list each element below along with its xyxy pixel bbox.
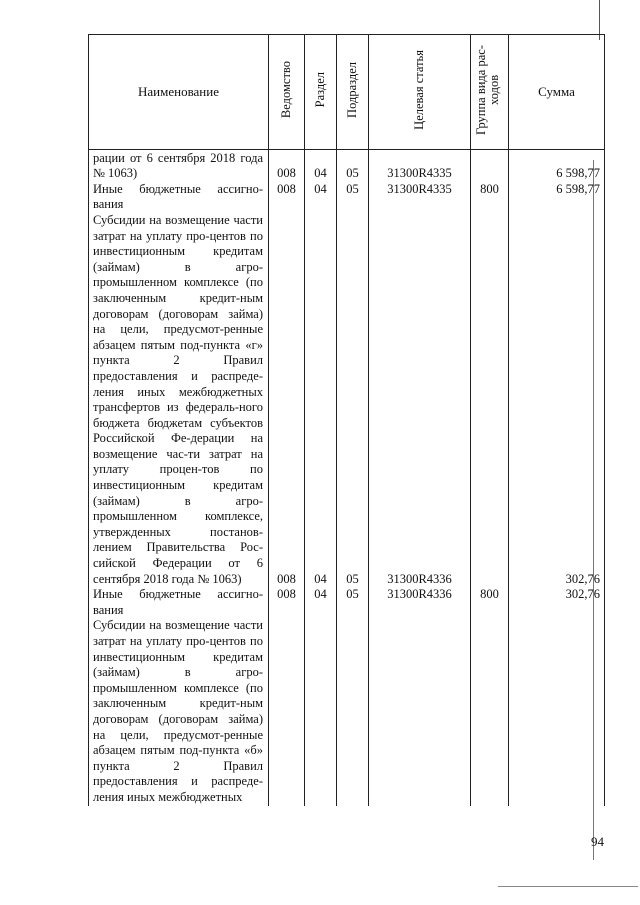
row-sum: 302,76 bbox=[509, 213, 605, 587]
row-dept bbox=[269, 618, 305, 805]
row-sum bbox=[509, 618, 605, 805]
row-article: 31300R4336 bbox=[369, 587, 471, 618]
header-section: Раздел bbox=[305, 35, 337, 150]
row-sum: 6 598,77 bbox=[509, 182, 605, 213]
row-subsection: 05 bbox=[337, 587, 369, 618]
table-row bbox=[89, 149, 605, 182]
header-dept: Ведомство bbox=[269, 35, 305, 150]
row-section: 04 bbox=[305, 182, 337, 213]
row-name: Иные бюджетные ассигно-вания bbox=[89, 587, 269, 618]
header-subsection: Подраздел bbox=[337, 35, 369, 150]
row-section: 04 bbox=[305, 149, 337, 182]
header-group: Группа вида рас-ходов bbox=[471, 35, 509, 150]
table-row bbox=[89, 213, 605, 587]
row-group bbox=[471, 618, 509, 805]
row-article: 31300R4335 bbox=[369, 182, 471, 213]
row-dept: 008 bbox=[269, 149, 305, 182]
table-row bbox=[89, 618, 605, 805]
row-section bbox=[305, 618, 337, 805]
row-name: Иные бюджетные ассигно-вания bbox=[89, 182, 269, 213]
header-article: Целевая статья bbox=[369, 35, 471, 150]
budget-table bbox=[88, 34, 605, 806]
page-number: 94 bbox=[591, 834, 604, 849]
row-subsection bbox=[337, 618, 369, 805]
row-article: 31300R4336 bbox=[369, 213, 471, 587]
scan-edge-line-bottom bbox=[498, 886, 638, 887]
row-article: 31300R4335 bbox=[369, 149, 471, 182]
table-row bbox=[89, 182, 605, 213]
row-dept: 008 bbox=[269, 587, 305, 618]
row-sum: 302,76 bbox=[509, 587, 605, 618]
row-name: рации от 6 сентября 2018 года № 1063) bbox=[89, 149, 269, 182]
row-subsection: 05 bbox=[337, 213, 369, 587]
row-name: Субсидии на возмещение части затрат на уплату про-центов по инвестиционным кредитам (займам) в агро-промышленном комплексе (по заключенным кредит-ным договорам (договорам займа) на цели, предусмот-ренные абзацем пятым под-пункта «г» пункта 2 Правил предоставления и распреде-ления иных межбюджетных трансфертов из федераль-ного бюджета бюджетам субъектов Российской Фе-дерации на возмещение час-ти затрат на уплату процен-тов по инвестиционным кредитам (займам) в агро-промышленном комплексе, утвержденных постанов-лением Правительства Рос-сийской Федерации от 6 сентября 2018 года № 1063) bbox=[89, 213, 269, 587]
header-name: Наименование bbox=[89, 35, 269, 150]
row-sum: 6 598,77 bbox=[509, 149, 605, 182]
row-section: 04 bbox=[305, 587, 337, 618]
row-name: Субсидии на возмещение части затрат на уплату про-центов по инвестиционным кредитам (займам) в агро-промышленном комплексе (по заключенным кредит-ным договорам (договорам займа) на цели, предусмот-ренные абзацем пятым под-пункта «б» пункта 2 Правил предоставления и распреде-ления иных межбюджетных bbox=[89, 618, 269, 805]
row-section: 04 bbox=[305, 213, 337, 587]
header-sum: Сумма bbox=[509, 35, 605, 150]
row-group bbox=[471, 149, 509, 182]
row-article bbox=[369, 618, 471, 805]
row-dept: 008 bbox=[269, 182, 305, 213]
table-row bbox=[89, 587, 605, 618]
table-header-row bbox=[89, 35, 605, 150]
row-group bbox=[471, 213, 509, 587]
row-subsection: 05 bbox=[337, 182, 369, 213]
row-group: 800 bbox=[471, 587, 509, 618]
row-dept: 008 bbox=[269, 213, 305, 587]
row-subsection: 05 bbox=[337, 149, 369, 182]
row-group: 800 bbox=[471, 182, 509, 213]
